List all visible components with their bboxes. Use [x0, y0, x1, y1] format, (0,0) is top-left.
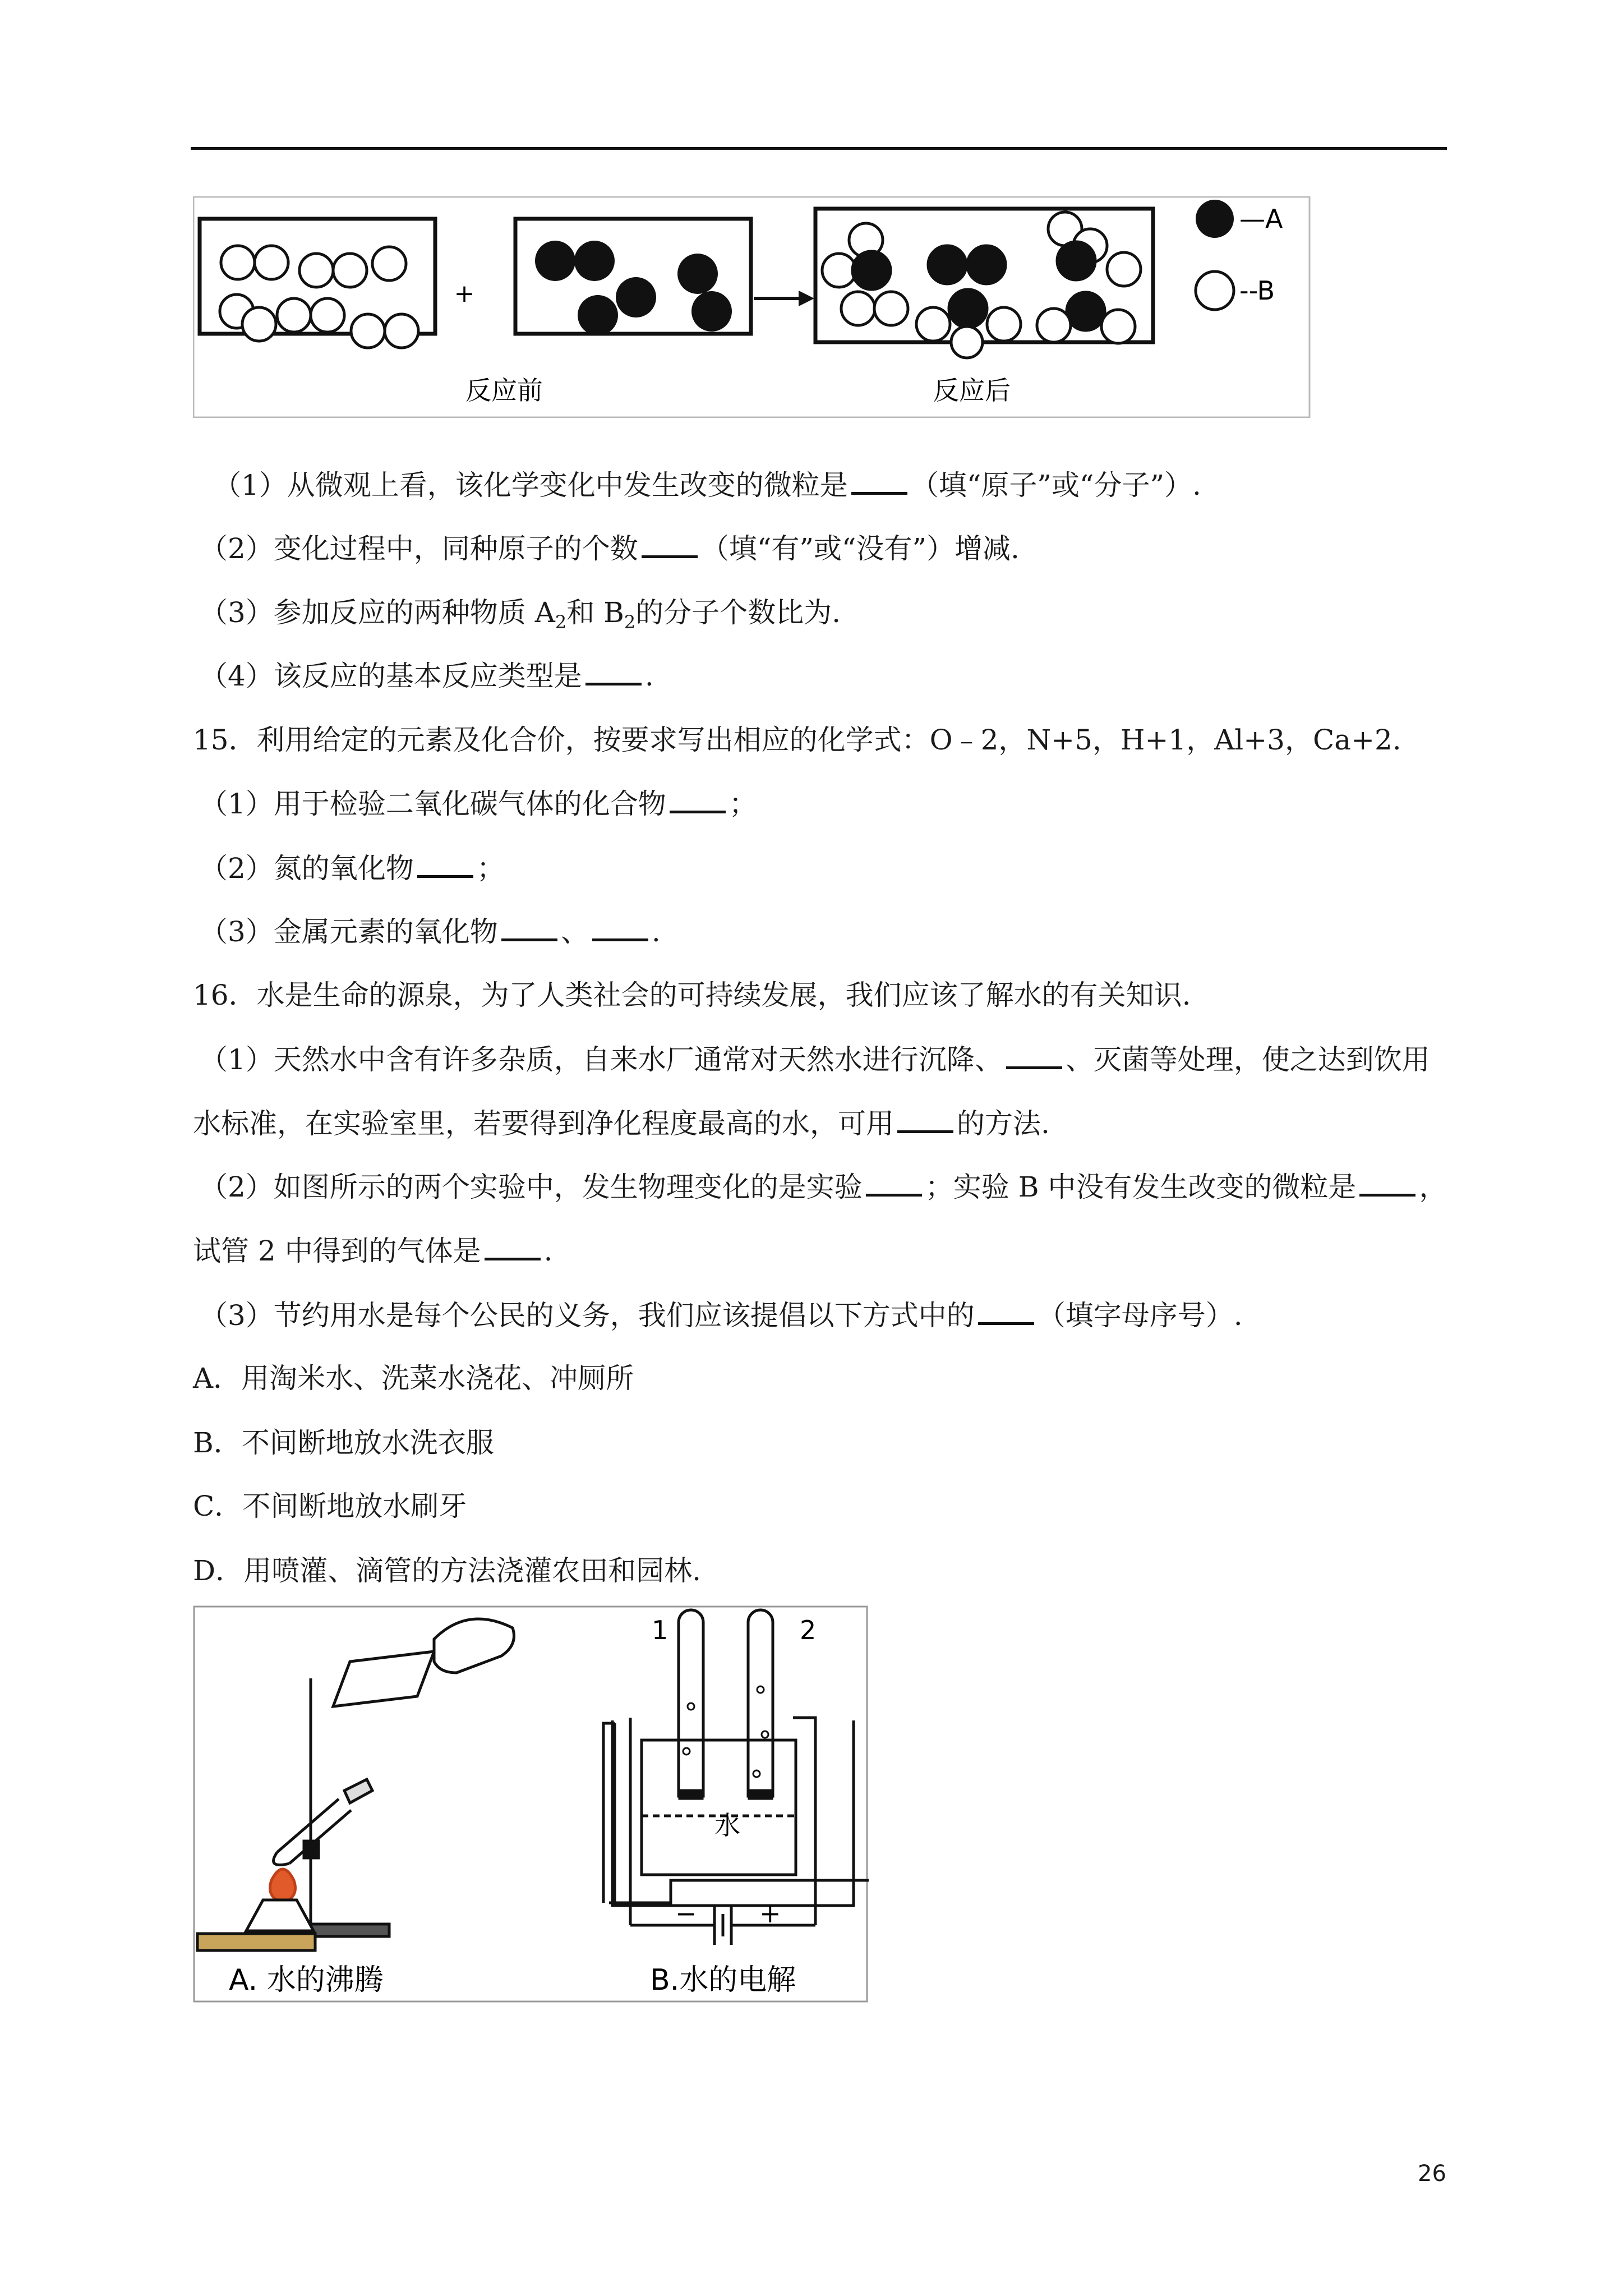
option-d: D．用喷灌、滴管的方法浇灌农田和园林.	[193, 1554, 701, 1587]
q15-part3: （3）金属元素的氧化物 、 .	[200, 913, 661, 950]
page-number: 26	[1418, 2161, 1446, 2187]
header-rule	[191, 147, 1447, 150]
tube-label-1: 1	[652, 1615, 668, 1645]
q16-stem: 16．水是生命的源泉，为了人类社会的可持续发展，我们应该了解水的有关知识.	[193, 979, 1191, 1011]
label-after: 反应后	[933, 375, 1011, 406]
q16-part1-line1: （1）天然水中含有许多杂质，自来水厂通常对天然水进行沉降、 、灭菌等处理，使之达到饮用	[200, 1041, 1430, 1078]
label-before: 反应前	[465, 375, 543, 406]
reaction-diagram	[193, 196, 1382, 418]
q16-part2-line1: （2）如图所示的两个实验中，发生物理变化的是实验 ；实验 B 中没有发生改变的微粒是 ，	[200, 1168, 1447, 1205]
legend-a-icon	[1196, 200, 1234, 238]
electrolysis-apparatus	[603, 1610, 869, 1945]
q15-part1: （1）用于检验二氧化碳气体的化合物 ；	[200, 785, 757, 822]
q16-part3: （3）节约用水是每个公民的义务，我们应该提倡以下方式中的 （填字母序号）.	[200, 1297, 1243, 1333]
boiling-apparatus	[197, 1619, 514, 1950]
q16-part1-line2: 水标准，在实验室里，若要得到净化程度最高的水，可用 的方法.	[193, 1105, 1050, 1142]
option-b: B．不间断地放水洗衣服	[193, 1427, 494, 1459]
legend-b-icon	[1196, 272, 1234, 310]
q14-part2: （2）变化过程中，同种原子的个数 （填“有”或“没有”）增减.	[200, 530, 1020, 567]
option-c: C．不间断地放水刷牙	[193, 1490, 467, 1522]
q16-part2-line2: 试管 2 中得到的气体是 .	[193, 1232, 553, 1269]
electrode-plus: +	[759, 1898, 781, 1929]
q14-part4: （4）该反应的基本反应类型是 .	[200, 657, 654, 694]
option-a: A．用淘米水、洗菜水浇花、冲厕所	[193, 1362, 634, 1395]
caption-b: B.水的电解	[650, 1963, 796, 1997]
q15-part2: （2）氮的氧化物 ；	[200, 850, 505, 886]
electrode-minus: −	[675, 1898, 697, 1929]
svg-text:—A: —A	[1239, 204, 1283, 234]
caption-a: A. 水的沸腾	[229, 1963, 384, 1997]
svg-text:--B: --B	[1239, 275, 1275, 306]
water-experiments-diagram	[193, 1605, 869, 2004]
q14-part3: （3）参加反应的两种物质 $A_2$和 $B_2$的分子个数比为.	[200, 596, 841, 633]
tube-label-2: 2	[800, 1615, 817, 1645]
q15-stem: 15．利用给定的元素及化合价，按要求写出相应的化学式：O﹣2，N+5，H+1，Al+3，Ca+2.	[193, 724, 1401, 756]
svg-text:+: +	[454, 279, 475, 308]
q14-part1: （1）从微观上看，该化学变化中发生改变的微粒是 （填“原子”或“分子”）.	[213, 467, 1201, 503]
water-label: 水	[714, 1810, 740, 1841]
